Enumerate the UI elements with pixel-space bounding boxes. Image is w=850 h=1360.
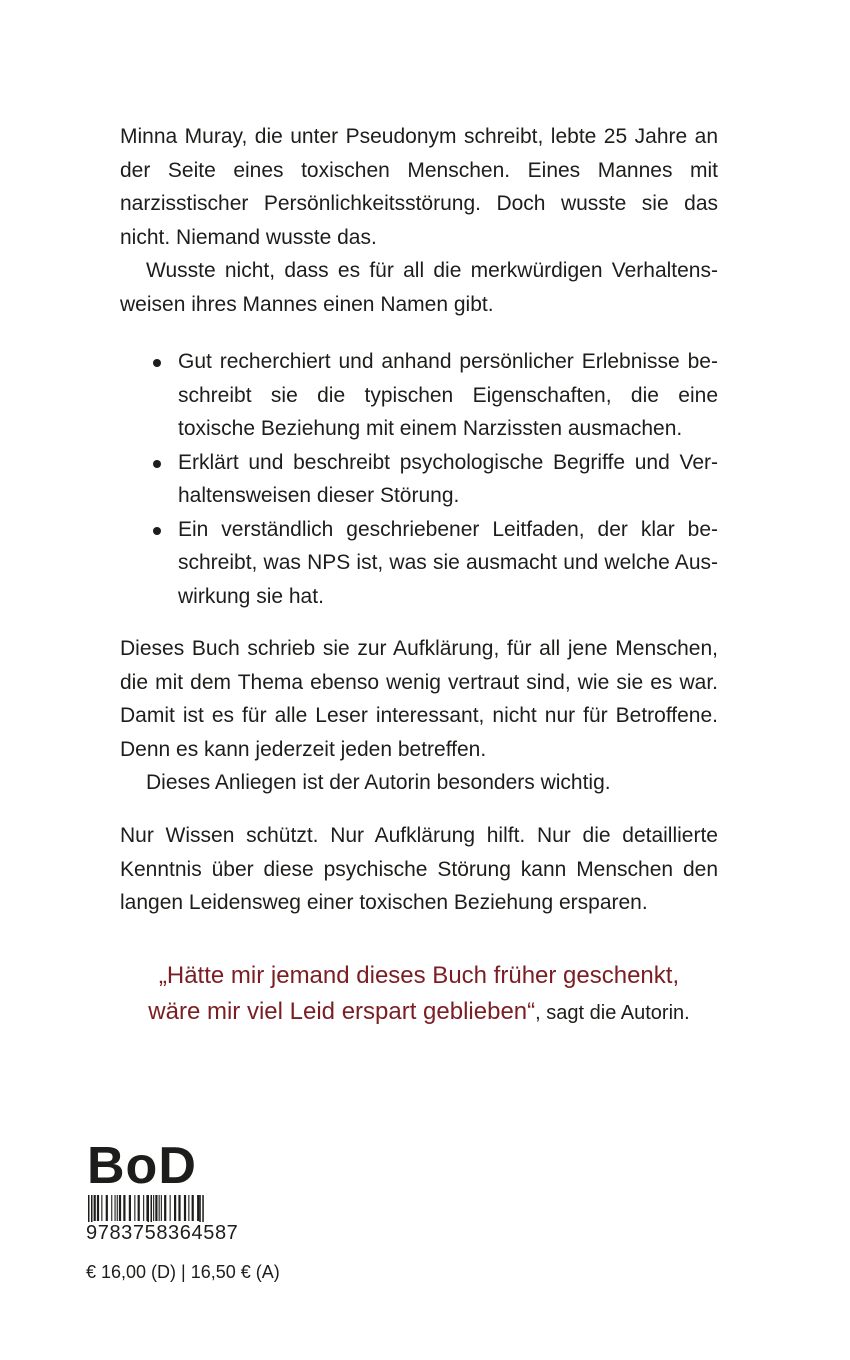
barcode-bar (134, 1195, 135, 1221)
intro-paragraph-continued: Wusste nicht, dass es für all die merkwürdigen Verhaltensweisen ihres Mannes einen Namen gibt. (120, 259, 718, 316)
knowledge-paragraph: Nur Wissen schützt. Nur Aufklärung hilft. Nur die detaillierte Kenntnis über diese psychische Störung kann Menschen den langen Leidensweg einer toxischen Beziehung ersparen. (120, 824, 718, 914)
barcode-bar (174, 1195, 176, 1221)
purpose-paragraph-continued: Dieses Anliegen ist der Autorin besonders wichtig. (146, 771, 611, 794)
barcode-bar (106, 1195, 108, 1221)
barcode-bar (161, 1195, 162, 1221)
barcode-bar (164, 1195, 166, 1221)
barcode-bar (146, 1195, 147, 1221)
barcode-bar (188, 1195, 189, 1221)
barcode-bar (184, 1195, 186, 1221)
intro-paragraph: Minna Muray, die unter Pseudonym schreibt, lebte 25 Jahre an der Seite eines toxischen Menschen. Eines Mannes mit narzisstischer Persönlichkeitsstörung. Doch wusste sie das nicht. Niemand wusste das. (120, 125, 718, 249)
author-quote (120, 958, 718, 1031)
barcode-bar (153, 1195, 154, 1221)
knowledge-section (120, 819, 718, 920)
barcode-bar (119, 1195, 121, 1221)
barcode-bar (159, 1195, 160, 1221)
barcode-bars (86, 1195, 281, 1223)
barcode-bar (192, 1195, 194, 1221)
barcode-bar (94, 1195, 96, 1221)
barcode-guard-bar (91, 1195, 93, 1223)
barcode-bar (97, 1195, 99, 1221)
purpose-section (120, 632, 718, 800)
barcode-bar (178, 1195, 180, 1221)
barcode-bar (101, 1195, 102, 1221)
feature-list (120, 345, 718, 613)
barcode-bar (170, 1195, 171, 1221)
barcode-bar (143, 1195, 144, 1221)
feature-list-item: Ein verständlich geschriebener Leitfaden, der klar beschreibt, was NPS ist, was sie ausmacht und welche Auswirkung sie hat. (120, 513, 718, 614)
barcode-bar (138, 1195, 140, 1221)
barcode-guard-bar (199, 1195, 201, 1223)
feature-list-item: Gut recherchiert und anhand persönlicher Erlebnisse beschreibt sie die typischen Eigenschaften, die eine toxische Beziehung mit einem Narzissten ausmachen. (120, 345, 718, 446)
barcode-bar (117, 1195, 118, 1221)
barcode-bar (115, 1195, 116, 1221)
barcode-bar (129, 1195, 131, 1221)
barcode-guard-bar (202, 1195, 204, 1223)
purpose-paragraph: Dieses Buch schrieb sie zur Aufklärung, für all jene Menschen, die mit dem Thema ebenso wenig vertraut sind, wie sie es war. Damit ist es für alle Leser interessant, nicht nur für Betroffene. Denn es kann jederzeit jeden betreffen. (120, 637, 718, 761)
isbn-number: 9783758364587 (86, 1222, 281, 1244)
quote-attribution: , sagt die Autorin. (535, 1002, 690, 1024)
barcode-bar (155, 1195, 157, 1221)
price-label: € 16,00 (D) | 16,50 € (A) (86, 1262, 280, 1282)
quote-line-2-wrapper (120, 994, 718, 1031)
barcode-bar (111, 1195, 112, 1221)
feature-list-item: Erklärt und beschreibt psychologische Begriffe und Verhaltensweisen dieser Störung. (120, 446, 718, 513)
publisher-logo: BoD (87, 1137, 197, 1195)
quote-line-1: „Hätte mir jemand dieses Buch früher geschenkt, (158, 962, 680, 989)
intro-section (120, 120, 718, 321)
barcode-guard-bar (148, 1195, 150, 1223)
barcode-guard-bar (151, 1195, 153, 1223)
barcode-bar (123, 1195, 125, 1221)
barcode-guard-bar (88, 1195, 90, 1223)
isbn-barcode (86, 1195, 281, 1223)
barcode-bar (197, 1195, 199, 1221)
quote-line-2: wäre mir viel Leid erspart geblieben“ (148, 998, 536, 1025)
